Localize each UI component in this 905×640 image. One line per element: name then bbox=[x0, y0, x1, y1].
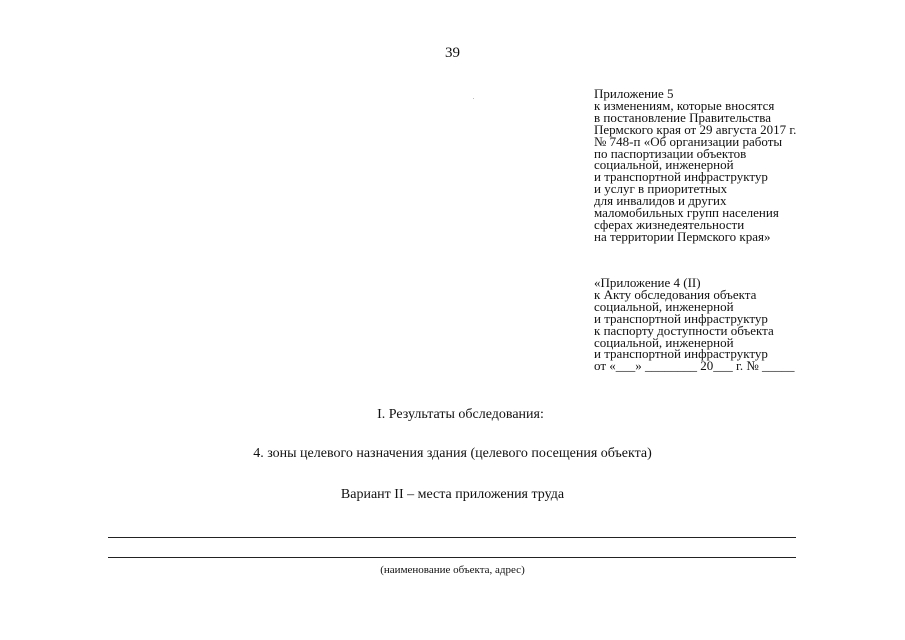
appendix-5-line: сферах жизнедеятельности bbox=[594, 216, 745, 232]
appendix-5-line: к изменениям, которые вносятся bbox=[594, 97, 775, 113]
appendix-5-line: № 748-п «Об организации работы bbox=[594, 133, 783, 149]
appendix-4-block bbox=[594, 277, 795, 372]
appendix-4-line: социальной, инженерной bbox=[594, 334, 734, 350]
object-name-line bbox=[108, 537, 796, 538]
appendix-4-line: к Акту обследования объекта bbox=[594, 286, 757, 302]
appendix-5-line: Пермского края от 29 августа 2017 г. bbox=[594, 121, 797, 137]
object-caption: (наименование объекта, адрес) bbox=[380, 564, 525, 576]
appendix-5-line: и транспортной инфраструктур bbox=[594, 169, 768, 185]
appendix-4-line: и транспортной инфраструктур bbox=[594, 310, 768, 326]
object-address-line bbox=[108, 557, 796, 558]
section-heading: I. Результаты обследования: bbox=[377, 407, 544, 422]
appendix-4-line: социальной, инженерной bbox=[594, 298, 734, 314]
appendix-5-line: для инвалидов и других bbox=[594, 193, 727, 209]
appendix-5-line: и услуг в приоритетных bbox=[594, 181, 728, 197]
appendix-4-line: от «___» ________ 20___ г. № _____ bbox=[594, 358, 795, 374]
appendix-5-line: в постановление Правительства bbox=[594, 109, 771, 125]
appendix-5-line: маломобильных групп населения bbox=[594, 205, 779, 221]
appendix-5-line: на территории Пермского края» bbox=[594, 228, 771, 244]
appendix-4-line: и транспортной инфраструктур bbox=[594, 346, 768, 362]
page-number: 39 bbox=[445, 45, 460, 61]
appendix-5-line: по паспортизации объектов bbox=[594, 145, 747, 161]
appendix-5-line: социальной, инженерной bbox=[594, 157, 734, 173]
zone-heading: 4. зоны целевого назначения здания (целевого посещения объекта) bbox=[253, 446, 652, 461]
appendix-5-line: Приложение 5 bbox=[594, 86, 674, 101]
scan-speck bbox=[473, 98, 474, 99]
variant-heading: Вариант II – места приложения труда bbox=[340, 487, 565, 502]
appendix-5-block bbox=[594, 88, 796, 243]
appendix-4-line: к паспорту доступности объекта bbox=[594, 322, 774, 338]
appendix-4-line: «Приложение 4 (II) bbox=[594, 275, 701, 290]
